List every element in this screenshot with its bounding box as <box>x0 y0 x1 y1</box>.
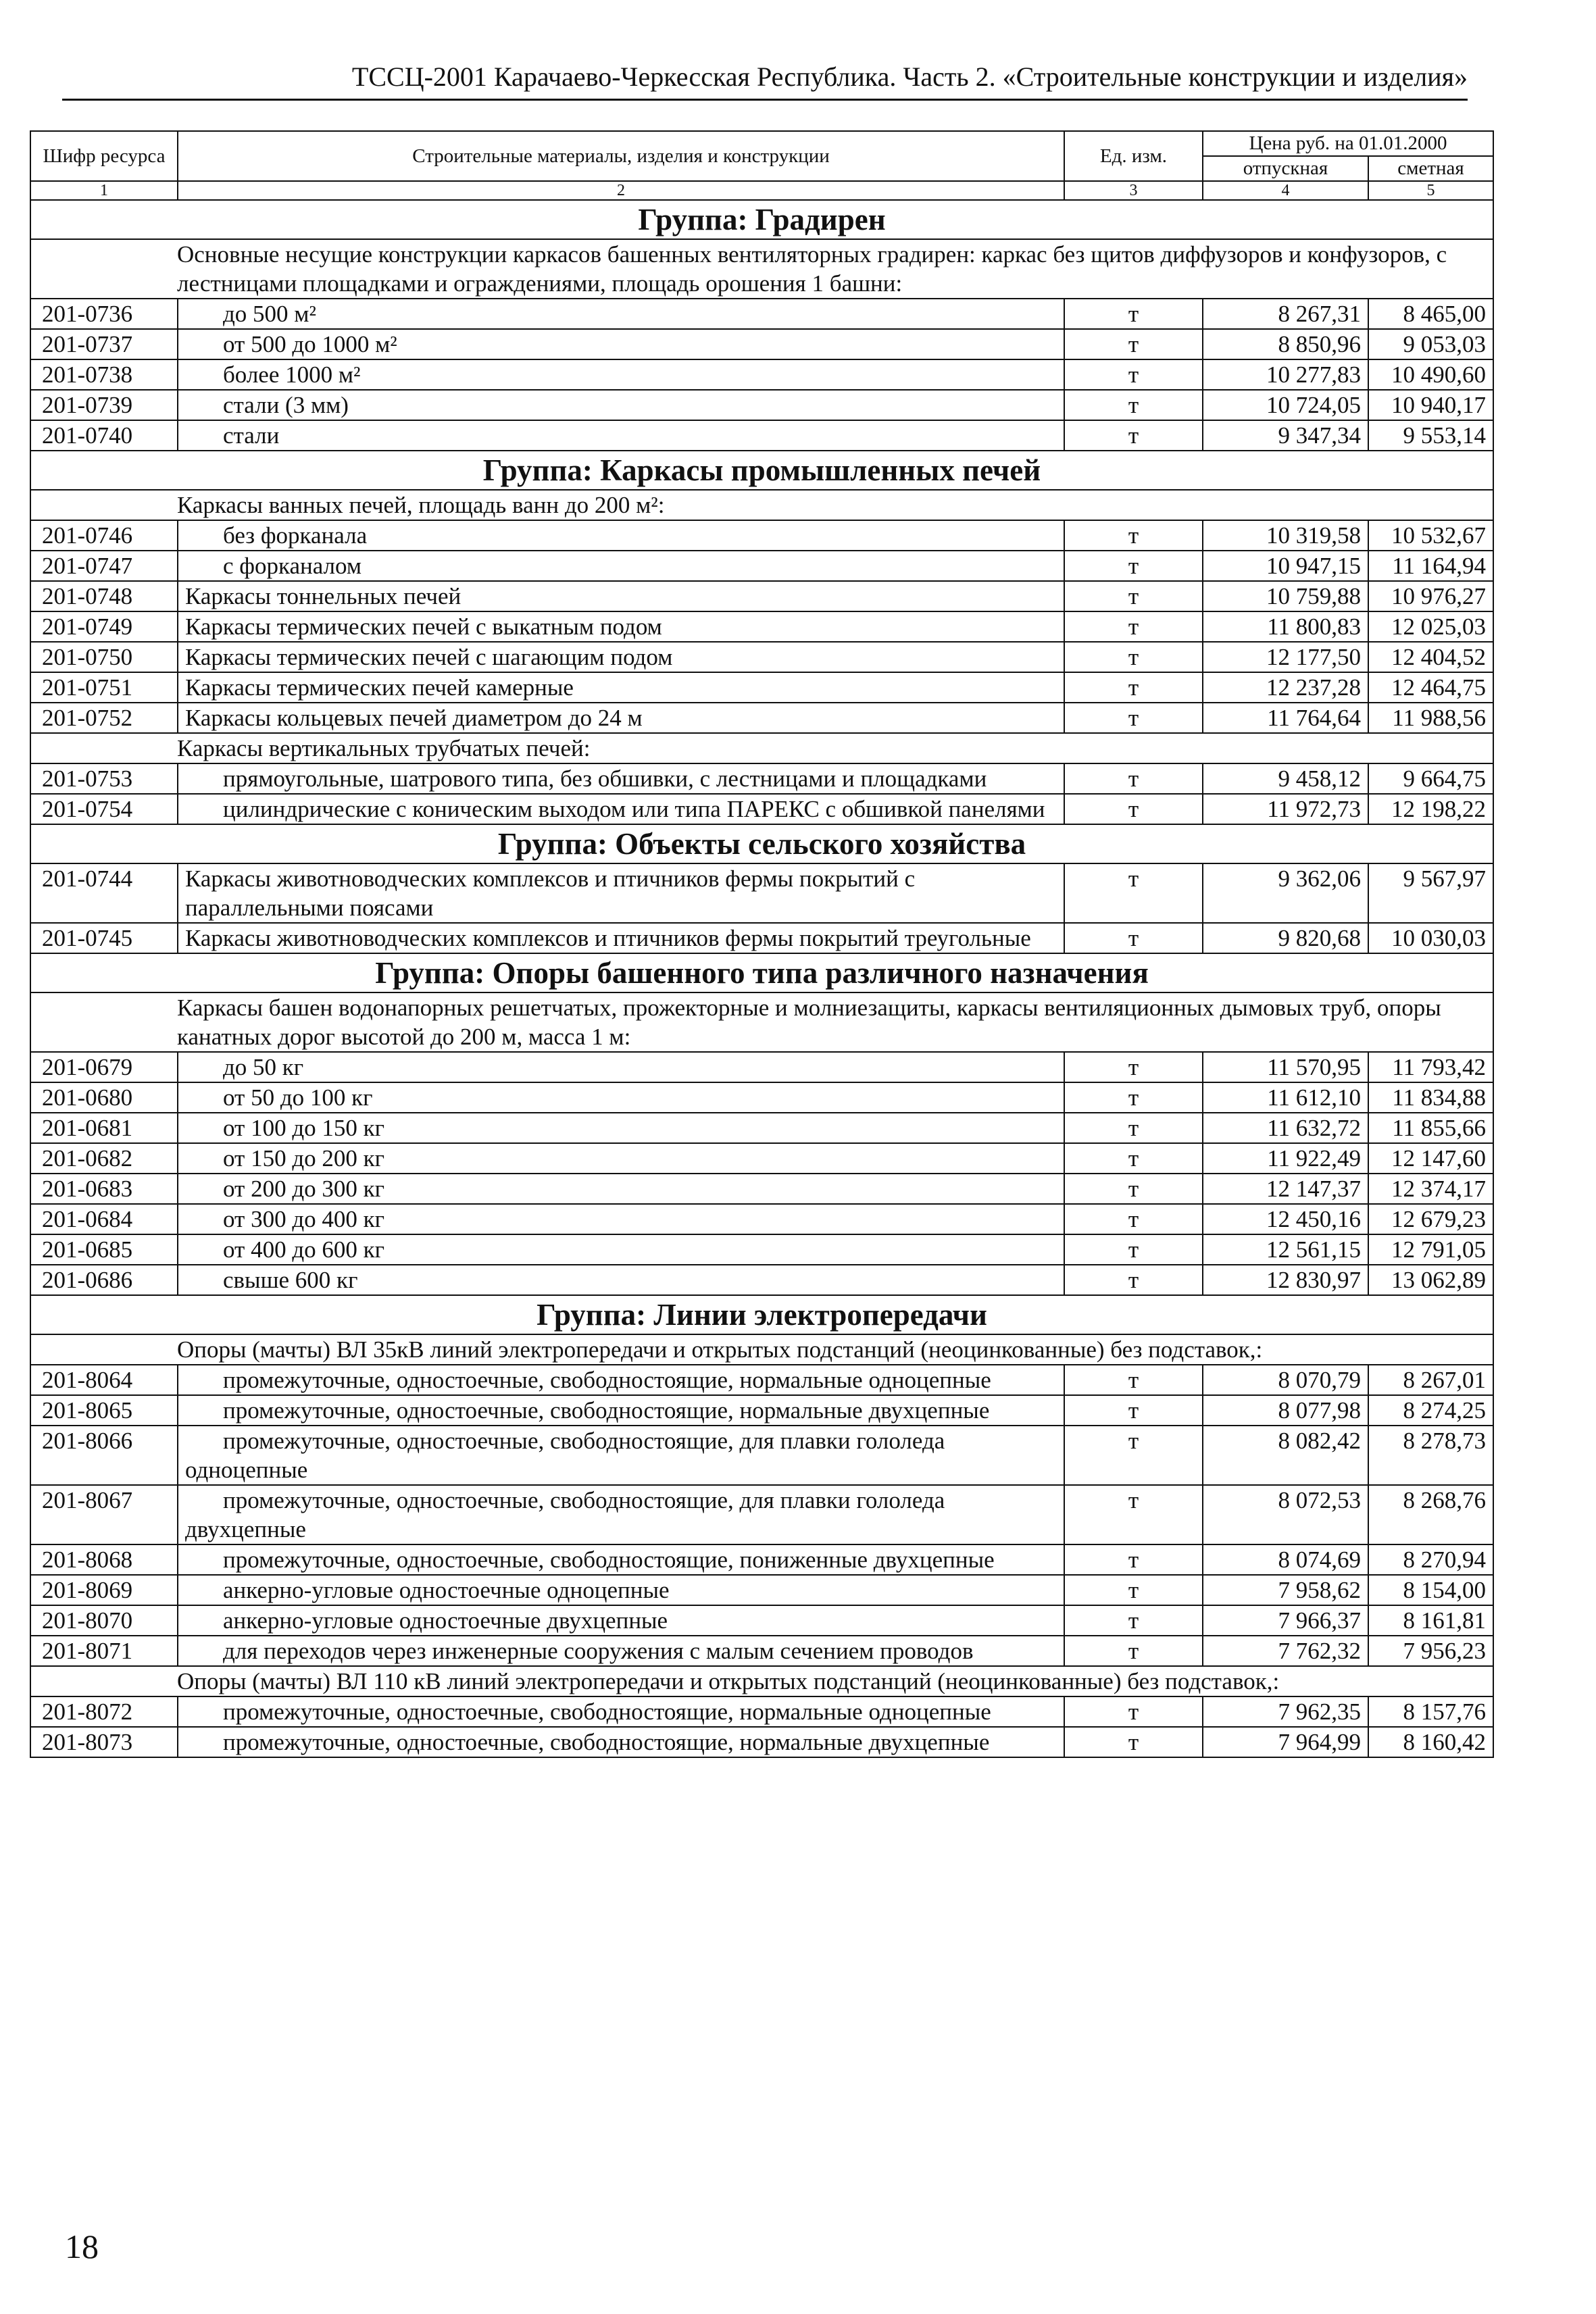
header-estimate-price: сметная <box>1368 156 1493 181</box>
note-row <box>30 1666 1493 1696</box>
table-row <box>30 1575 1493 1605</box>
table-row <box>30 1395 1493 1426</box>
resource-code: 201-8070 <box>30 1605 178 1636</box>
estimate-price: 8 270,94 <box>1368 1544 1493 1575</box>
note-text: Опоры (мачты) ВЛ 110 кВ линий электропередачи и открытых подстанций (неоцинкованные) без подставок,: <box>30 1666 1493 1696</box>
note-text: Опоры (мачты) ВЛ 35кВ линий электропередачи и открытых подстанций (неоцинкованные) без подставок,: <box>30 1334 1493 1365</box>
unit: т <box>1064 1113 1203 1143</box>
estimate-price: 12 147,60 <box>1368 1143 1493 1174</box>
table-row <box>30 1365 1493 1395</box>
resource-code: 201-0683 <box>30 1174 178 1204</box>
resource-code: 201-0751 <box>30 672 178 703</box>
unit: т <box>1064 1052 1203 1082</box>
price-table-container <box>30 130 1493 1758</box>
header-release-price: отпускная <box>1203 156 1368 181</box>
column-number: 5 <box>1368 181 1493 200</box>
resource-code: 201-0745 <box>30 923 178 953</box>
estimate-price: 9 553,14 <box>1368 420 1493 451</box>
unit: т <box>1064 551 1203 581</box>
resource-code: 201-0738 <box>30 359 178 390</box>
column-number: 1 <box>30 181 178 200</box>
release-price: 12 237,28 <box>1203 672 1368 703</box>
resource-code: 201-8067 <box>30 1485 178 1544</box>
release-price: 12 177,50 <box>1203 642 1368 672</box>
unit: т <box>1064 1544 1203 1575</box>
item-name: до 50 кг <box>178 1052 1064 1082</box>
release-price: 8 267,31 <box>1203 299 1368 329</box>
release-price: 10 319,58 <box>1203 520 1368 551</box>
note-row <box>30 1334 1493 1365</box>
unit: т <box>1064 1575 1203 1605</box>
table-row <box>30 1265 1493 1295</box>
estimate-price: 8 160,42 <box>1368 1727 1493 1757</box>
unit: т <box>1064 1234 1203 1265</box>
item-name: свыше 600 кг <box>178 1265 1064 1295</box>
unit: т <box>1064 1143 1203 1174</box>
resource-code: 201-0684 <box>30 1204 178 1234</box>
estimate-price: 9 567,97 <box>1368 863 1493 923</box>
estimate-price: 11 988,56 <box>1368 703 1493 733</box>
release-price: 10 724,05 <box>1203 390 1368 420</box>
resource-code: 201-0736 <box>30 299 178 329</box>
table-row <box>30 520 1493 551</box>
item-name: промежуточные, одностоечные, свободностоящие, нормальные двухцепные <box>178 1727 1064 1757</box>
estimate-price: 8 465,00 <box>1368 299 1493 329</box>
unit: т <box>1064 923 1203 953</box>
note-text: Каркасы вертикальных трубчатых печей: <box>30 733 1493 763</box>
item-name: более 1000 м² <box>178 359 1064 390</box>
group-title: Группа: Объекты сельского хозяйства <box>30 824 1493 863</box>
item-name: Каркасы термических печей камерные <box>178 672 1064 703</box>
estimate-price: 9 664,75 <box>1368 763 1493 794</box>
resource-code: 201-0737 <box>30 329 178 359</box>
unit: т <box>1064 611 1203 642</box>
resource-code: 201-0681 <box>30 1113 178 1143</box>
group-row <box>30 1295 1493 1334</box>
release-price: 11 972,73 <box>1203 794 1368 824</box>
table-row <box>30 763 1493 794</box>
header-price: Цена руб. на 01.01.2000 <box>1203 131 1493 156</box>
item-name: промежуточные, одностоечные, свободностоящие, для плавки гололеда одноцепные <box>178 1426 1064 1485</box>
note-row <box>30 992 1493 1052</box>
resource-code: 201-0685 <box>30 1234 178 1265</box>
unit: т <box>1064 1265 1203 1295</box>
unit: т <box>1064 420 1203 451</box>
release-price: 8 850,96 <box>1203 329 1368 359</box>
release-price: 12 830,97 <box>1203 1265 1368 1295</box>
unit: т <box>1064 763 1203 794</box>
release-price: 11 922,49 <box>1203 1143 1368 1174</box>
estimate-price: 8 267,01 <box>1368 1365 1493 1395</box>
release-price: 7 966,37 <box>1203 1605 1368 1636</box>
item-name: Каркасы тоннельных печей <box>178 581 1064 611</box>
table-row <box>30 1082 1493 1113</box>
table-row <box>30 1636 1493 1666</box>
item-name: от 200 до 300 кг <box>178 1174 1064 1204</box>
table-body <box>30 200 1493 1757</box>
unit: т <box>1064 299 1203 329</box>
unit: т <box>1064 672 1203 703</box>
estimate-price: 8 268,76 <box>1368 1485 1493 1544</box>
release-price: 7 962,35 <box>1203 1696 1368 1727</box>
estimate-price: 10 030,03 <box>1368 923 1493 953</box>
table-row <box>30 611 1493 642</box>
estimate-price: 11 793,42 <box>1368 1052 1493 1082</box>
release-price: 8 082,42 <box>1203 1426 1368 1485</box>
item-name: промежуточные, одностоечные, свободностоящие, пониженные двухцепные <box>178 1544 1064 1575</box>
release-price: 8 072,53 <box>1203 1485 1368 1544</box>
estimate-price: 8 274,25 <box>1368 1395 1493 1426</box>
resource-code: 201-8072 <box>30 1696 178 1727</box>
unit: т <box>1064 703 1203 733</box>
group-row <box>30 200 1493 239</box>
item-name: от 50 до 100 кг <box>178 1082 1064 1113</box>
group-row <box>30 953 1493 992</box>
item-name: Каркасы животноводческих комплексов и птичников фермы покрытий треугольные <box>178 923 1064 953</box>
unit: т <box>1064 359 1203 390</box>
release-price: 12 147,37 <box>1203 1174 1368 1204</box>
note-row <box>30 239 1493 299</box>
table-row <box>30 329 1493 359</box>
release-price: 11 612,10 <box>1203 1082 1368 1113</box>
column-number: 4 <box>1203 181 1368 200</box>
estimate-price: 12 791,05 <box>1368 1234 1493 1265</box>
release-price: 7 964,99 <box>1203 1727 1368 1757</box>
table-row <box>30 390 1493 420</box>
release-price: 8 077,98 <box>1203 1395 1368 1426</box>
unit: т <box>1064 1727 1203 1757</box>
table-row <box>30 923 1493 953</box>
header-unit: Ед. изм. <box>1064 131 1203 181</box>
item-name: Каркасы термических печей с выкатным подом <box>178 611 1064 642</box>
release-price: 9 458,12 <box>1203 763 1368 794</box>
resource-code: 201-0747 <box>30 551 178 581</box>
note-row <box>30 490 1493 520</box>
estimate-price: 12 198,22 <box>1368 794 1493 824</box>
unit: т <box>1064 1426 1203 1485</box>
resource-code: 201-0744 <box>30 863 178 923</box>
release-price: 10 277,83 <box>1203 359 1368 390</box>
release-price: 7 762,32 <box>1203 1636 1368 1666</box>
estimate-price: 8 161,81 <box>1368 1605 1493 1636</box>
table-row <box>30 672 1493 703</box>
resource-code: 201-8071 <box>30 1636 178 1666</box>
resource-code: 201-0680 <box>30 1082 178 1113</box>
estimate-price: 7 956,23 <box>1368 1636 1493 1666</box>
table-row <box>30 642 1493 672</box>
release-price: 9 362,06 <box>1203 863 1368 923</box>
resource-code: 201-8068 <box>30 1544 178 1575</box>
item-name: Каркасы термических печей с шагающим подом <box>178 642 1064 672</box>
group-title: Группа: Градирен <box>30 200 1493 239</box>
estimate-price: 11 834,88 <box>1368 1082 1493 1113</box>
release-price: 10 759,88 <box>1203 581 1368 611</box>
column-number: 2 <box>178 181 1064 200</box>
table-row <box>30 1426 1493 1485</box>
item-name: стали <box>178 420 1064 451</box>
price-table <box>30 130 1494 1758</box>
item-name: промежуточные, одностоечные, свободностоящие, для плавки гололеда двухцепные <box>178 1485 1064 1544</box>
unit: т <box>1064 1174 1203 1204</box>
release-price: 11 570,95 <box>1203 1052 1368 1082</box>
estimate-price: 12 374,17 <box>1368 1174 1493 1204</box>
unit: т <box>1064 1365 1203 1395</box>
estimate-price: 10 532,67 <box>1368 520 1493 551</box>
resource-code: 201-0740 <box>30 420 178 451</box>
note-text: Каркасы башен водонапорных решетчатых, прожекторные и молниезащиты, каркасы вентиляционных дымовых труб, опоры канатных дорог высотой до 200 м, масса 1 м: <box>30 992 1493 1052</box>
item-name: цилиндрические с коническим выходом или типа ПАРЕКС с обшивкой панелями <box>178 794 1064 824</box>
table-row <box>30 1204 1493 1234</box>
unit: т <box>1064 1485 1203 1544</box>
table-row <box>30 551 1493 581</box>
release-price: 8 074,69 <box>1203 1544 1368 1575</box>
column-number: 3 <box>1064 181 1203 200</box>
unit: т <box>1064 581 1203 611</box>
resource-code: 201-0750 <box>30 642 178 672</box>
resource-code: 201-0749 <box>30 611 178 642</box>
table-row <box>30 581 1493 611</box>
unit: т <box>1064 329 1203 359</box>
table-row <box>30 420 1493 451</box>
resource-code: 201-0746 <box>30 520 178 551</box>
release-price: 12 561,15 <box>1203 1234 1368 1265</box>
estimate-price: 12 025,03 <box>1368 611 1493 642</box>
header-code: Шифр ресурса <box>30 131 178 181</box>
estimate-price: 10 940,17 <box>1368 390 1493 420</box>
release-price: 11 800,83 <box>1203 611 1368 642</box>
note-text: Каркасы ванных печей, площадь ванн до 200 м²: <box>30 490 1493 520</box>
group-title: Группа: Линии электропередачи <box>30 1295 1493 1334</box>
table-head <box>30 131 1493 200</box>
resource-code: 201-0754 <box>30 794 178 824</box>
item-name: от 100 до 150 кг <box>178 1113 1064 1143</box>
release-price: 9 820,68 <box>1203 923 1368 953</box>
resource-code: 201-0748 <box>30 581 178 611</box>
resource-code: 201-8069 <box>30 1575 178 1605</box>
item-name: Каркасы кольцевых печей диаметром до 24 м <box>178 703 1064 733</box>
resource-code: 201-0686 <box>30 1265 178 1295</box>
unit: т <box>1064 863 1203 923</box>
group-row <box>30 451 1493 490</box>
estimate-price: 8 157,76 <box>1368 1696 1493 1727</box>
resource-code: 201-0739 <box>30 390 178 420</box>
release-price: 7 958,62 <box>1203 1575 1368 1605</box>
resource-code: 201-0752 <box>30 703 178 733</box>
item-name: прямоугольные, шатрового типа, без обшивки, с лестницами и площадками <box>178 763 1064 794</box>
item-name: анкерно-угловые одностоечные одноцепные <box>178 1575 1064 1605</box>
table-row <box>30 1485 1493 1544</box>
table-row <box>30 863 1493 923</box>
estimate-price: 12 464,75 <box>1368 672 1493 703</box>
item-name: без форканала <box>178 520 1064 551</box>
estimate-price: 12 679,23 <box>1368 1204 1493 1234</box>
estimate-price: 11 855,66 <box>1368 1113 1493 1143</box>
estimate-price: 8 154,00 <box>1368 1575 1493 1605</box>
unit: т <box>1064 1395 1203 1426</box>
estimate-price: 8 278,73 <box>1368 1426 1493 1485</box>
resource-code: 201-0679 <box>30 1052 178 1082</box>
table-row <box>30 1174 1493 1204</box>
resource-code: 201-8064 <box>30 1365 178 1395</box>
unit: т <box>1064 1696 1203 1727</box>
table-row <box>30 703 1493 733</box>
estimate-price: 10 490,60 <box>1368 359 1493 390</box>
table-row <box>30 1052 1493 1082</box>
unit: т <box>1064 794 1203 824</box>
release-price: 11 632,72 <box>1203 1113 1368 1143</box>
table-row <box>30 1727 1493 1757</box>
table-row <box>30 1143 1493 1174</box>
release-price: 10 947,15 <box>1203 551 1368 581</box>
item-name: от 400 до 600 кг <box>178 1234 1064 1265</box>
estimate-price: 13 062,89 <box>1368 1265 1493 1295</box>
item-name: стали (3 мм) <box>178 390 1064 420</box>
resource-code: 201-8066 <box>30 1426 178 1485</box>
release-price: 9 347,34 <box>1203 420 1368 451</box>
item-name: от 300 до 400 кг <box>178 1204 1064 1234</box>
release-price: 12 450,16 <box>1203 1204 1368 1234</box>
estimate-price: 10 976,27 <box>1368 581 1493 611</box>
header-name: Строительные материалы, изделия и конструкции <box>178 131 1064 181</box>
unit: т <box>1064 1082 1203 1113</box>
unit: т <box>1064 520 1203 551</box>
table-row <box>30 1605 1493 1636</box>
table-row <box>30 1234 1493 1265</box>
resource-code: 201-8065 <box>30 1395 178 1426</box>
unit: т <box>1064 642 1203 672</box>
unit: т <box>1064 1204 1203 1234</box>
table-row <box>30 794 1493 824</box>
note-row <box>30 733 1493 763</box>
group-title: Группа: Опоры башенного типа различного назначения <box>30 953 1493 992</box>
table-row <box>30 1696 1493 1727</box>
unit: т <box>1064 1636 1203 1666</box>
resource-code: 201-0753 <box>30 763 178 794</box>
item-name: промежуточные, одностоечные, свободностоящие, нормальные двухцепные <box>178 1395 1064 1426</box>
page-header: ТССЦ-2001 Карачаево-Черкесская Республика. Часть 2. «Строительные конструкции и изделия» <box>62 59 1468 101</box>
unit: т <box>1064 1605 1203 1636</box>
estimate-price: 12 404,52 <box>1368 642 1493 672</box>
release-price: 8 070,79 <box>1203 1365 1368 1395</box>
table-row <box>30 299 1493 329</box>
unit: т <box>1064 390 1203 420</box>
resource-code: 201-0682 <box>30 1143 178 1174</box>
group-title: Группа: Каркасы промышленных печей <box>30 451 1493 490</box>
table-row <box>30 1113 1493 1143</box>
page-number: 18 <box>65 2228 99 2265</box>
item-name: с форканалом <box>178 551 1064 581</box>
item-name: промежуточные, одностоечные, свободностоящие, нормальные одноцепные <box>178 1696 1064 1727</box>
group-row <box>30 824 1493 863</box>
item-name: анкерно-угловые одностоечные двухцепные <box>178 1605 1064 1636</box>
note-text: Основные несущие конструкции каркасов башенных вентиляторных градирен: каркас без щитов диффузоров и конфузоров, с лестницами площадками и ограждениями, площадь орошения 1 башни: <box>30 239 1493 299</box>
release-price: 11 764,64 <box>1203 703 1368 733</box>
item-name: Каркасы животноводческих комплексов и птичников фермы покрытий с параллельными поясами <box>178 863 1064 923</box>
estimate-price: 9 053,03 <box>1368 329 1493 359</box>
item-name: от 500 до 1000 м² <box>178 329 1064 359</box>
resource-code: 201-8073 <box>30 1727 178 1757</box>
item-name: от 150 до 200 кг <box>178 1143 1064 1174</box>
table-row <box>30 1544 1493 1575</box>
table-row <box>30 359 1493 390</box>
item-name: до 500 м² <box>178 299 1064 329</box>
estimate-price: 11 164,94 <box>1368 551 1493 581</box>
item-name: для переходов через инженерные сооружения с малым сечением проводов <box>178 1636 1064 1666</box>
item-name: промежуточные, одностоечные, свободностоящие, нормальные одноцепные <box>178 1365 1064 1395</box>
